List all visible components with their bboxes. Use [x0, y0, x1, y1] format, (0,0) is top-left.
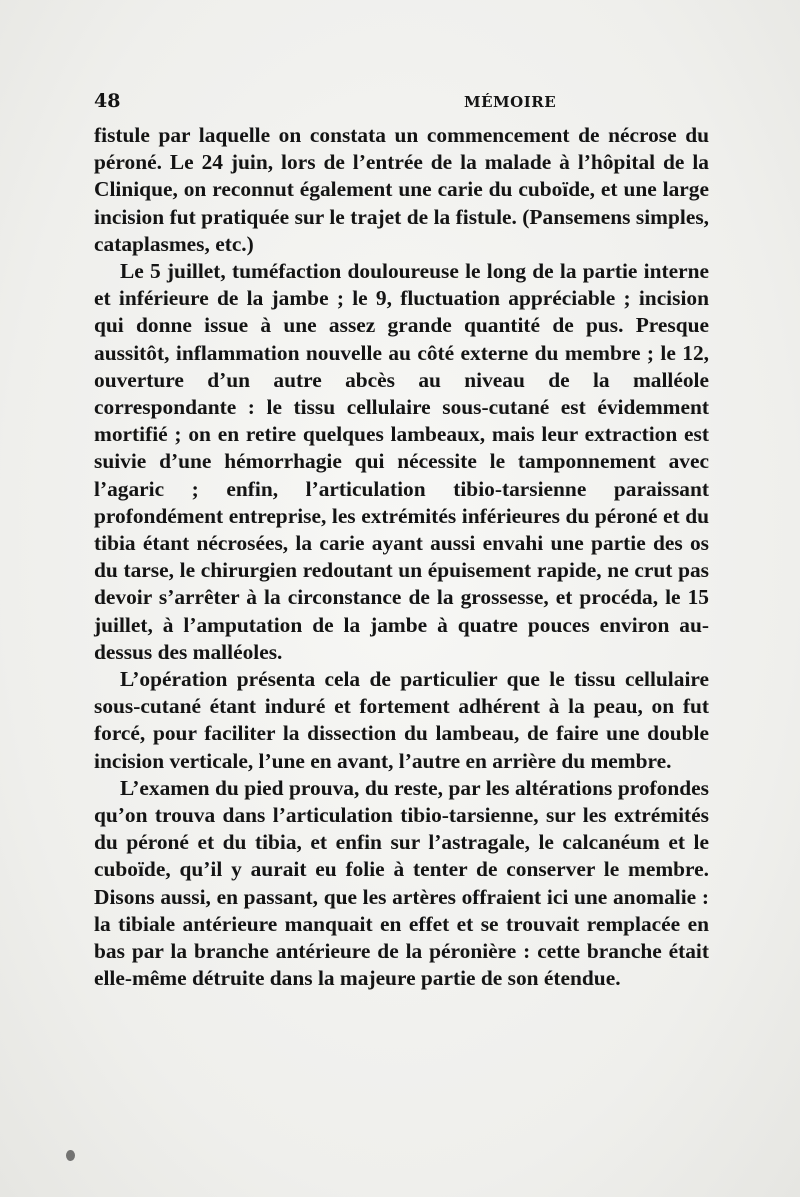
paragraph: L’opération présenta cela de particulier que le tissu cellulaire sous-cutané étant induré et fortement adhérent à la peau, on fut forcé, pour faciliter la dissection du lambeau, de faire une double incision verticale, l’une en avant, l’autre en arrière du membre. — [94, 667, 709, 773]
paragraph: L’examen du pied prouva, du reste, par les altérations profondes qu’on trouva dans l’articulation tibio-tarsienne, sur les extrémités du péroné et du tibia, et enfin sur l’astragale, le calcanéum et le cuboïde, qu’il y aurait eu folie à tenter de conserver le membre. Disons aussi, en passant, que les artères offraient ici une anomalie : la tibiale antérieure manquait en effet et se trouvait remplacée en bas par la branche antérieure de la péronière : cette branche était elle-même détruite dans la majeure partie de son étendue. — [94, 775, 709, 991]
paragraph: Le 5 juillet, tuméfaction douloureuse le long de la partie interne et inférieure de la jambe ; le 9, fluctuation appréciable ; incision qui donne issue à une assez grande quantité de pus. Presque aussitôt, inflammation nouvelle au côté externe du membre ; le 12, ouverture d’un autre abcès au niveau de la malléole correspondante : le tissu cellulaire sous-cutané est évidemment mortifié ; on en retire quelques lambeaux, mais leur extraction est suivie d’une hémorrhagie qui nécessite le tamponnement avec l’agaric ; enfin, l’articulation tibio-tarsienne paraissant profondément entreprise, les extrémités inférieures du péroné et du tibia étant nécrosées, la carie ayant aussi envahi une partie des os du tarse, le chirurgien redoutant un épuisement rapide, ne crut pas devoir s’arrêter à la circonstance de la grossesse, et procéda, le 15 juillet, à l’amputation de la jambe à quatre pouces environ au-dessus des malléoles. — [94, 259, 709, 664]
page-number: 48 — [94, 90, 121, 112]
body-text — [94, 122, 709, 993]
page-header — [94, 90, 714, 116]
paragraph-continuation: fistule par laquelle on constata un commencement de nécrose du péroné. Le 24 juin, lors de l’entrée de la malade à l’hôpital de la Clinique, on reconnut également une carie du cuboïde, et une large incision fut pratiquée sur le trajet de la fistule. (Pansemens simples, cataplasmes, etc.) — [94, 123, 709, 256]
paper-speck — [66, 1150, 75, 1161]
running-title: MÉMOIRE — [464, 93, 557, 111]
